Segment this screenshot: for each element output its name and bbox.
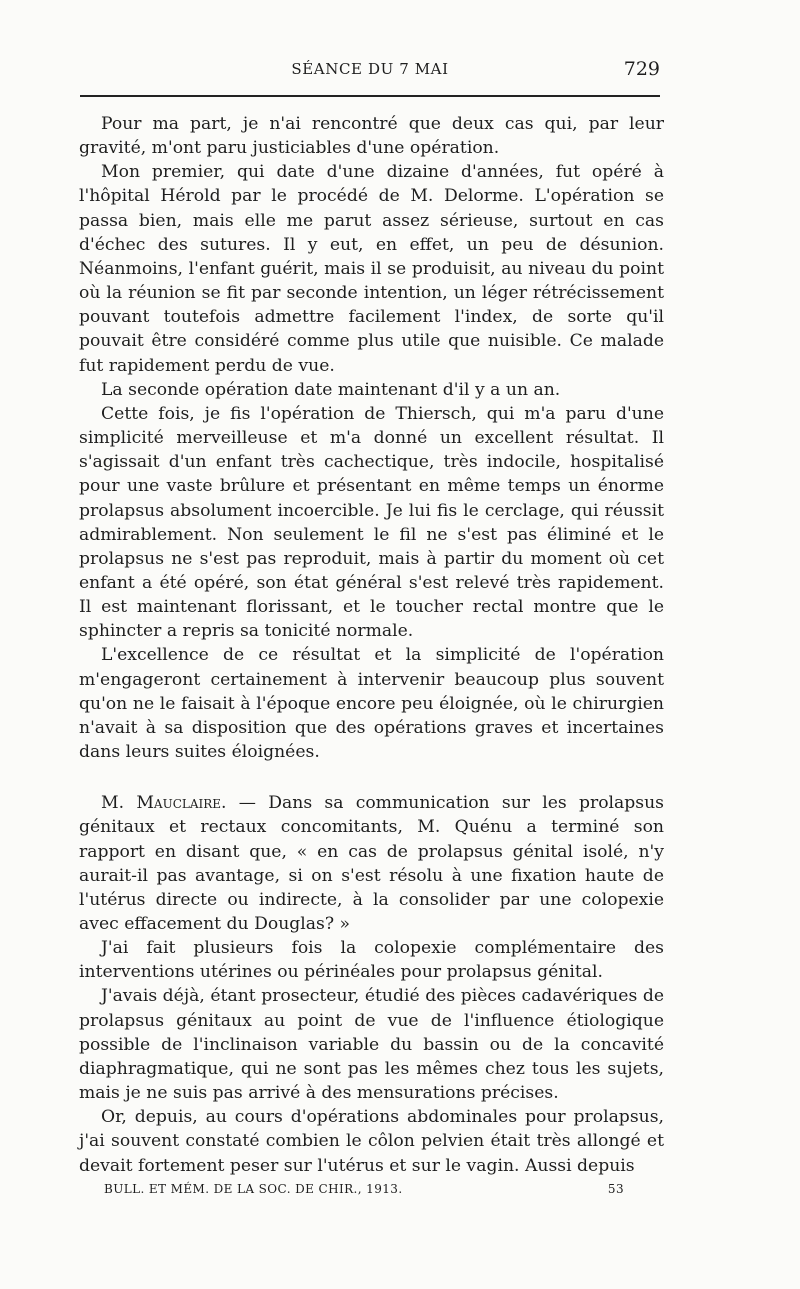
paragraph-text: Cette fois, je fis l'opération de Thiersch, qui m'a paru d'une simplicité merveilleuse et m'a donné un excellent résultat. Il s'agissait d'un enfant très cachectique, très indocile, hospitalisé pour une vaste brûlure et présentant en même temps un énorme prolapsus absolument incoercible. Je lui fis le cerclage, qui réussit admirablement. Non seulement le fil ne s'est pas éliminé et le prolapsus ne s'est pas reproduit, mais à partir du moment où cet enfant a été opéré, son état général s'est relevé très rapidement. Il est maintenant florissant, et le toucher rectal montre que le sphincter a repris sa tonicité normale. [79,403,664,642]
paragraph-text: L'excellence de ce résultat et la simplicité de l'opération m'engageront certainement à intervenir beaucoup plus souvent qu'on ne le faisait à l'époque encore peu éloignée, où le chirurgien n'avait à sa disposition que des opérations graves et incertaines dans leurs suites éloignées. [79,645,664,763]
footer-signature-mark: 53 [607,1182,624,1196]
running-head [80,60,660,84]
paragraph [79,160,664,377]
page-number: 729 [623,58,660,80]
paragraph [79,402,664,644]
paragraph-text: Pour ma part, je n'ai rencontré que deux cas qui, par leur gravité, m'ont paru justiciables d'une opération. [79,114,664,159]
paragraph-text: — Dans sa communication sur les prolapsus génitaux et rectaux concomitants, M. Quénu a terminé son rapport en disant que, « en cas de prolapsus génital isolé, n'y aurait-il pas avantage, si on s'est résolu à une fixation haute de l'utérus directe ou indirecte, à la consolider par une colopexie avec effacement du Douglas? » [79,793,664,934]
paragraph [79,112,664,160]
paragraph-text: La seconde opération date maintenant d'il y a un an. [101,379,561,400]
paragraph [79,984,664,1105]
paragraph [79,1105,664,1177]
footer-citation: BULL. ET MÉM. DE LA SOC. DE CHIR., 1913. [104,1182,403,1196]
running-title: SÉANCE DU 7 MAI [291,60,449,78]
paragraph-text: J'avais déjà, étant prosecteur, étudié des pièces cadavériques de prolapsus génitaux au point de vue de l'influence étiologique possible de l'inclinaison variable du bassin ou de la concavité diaphragmatique, qui ne sont pas les mêmes chez tous les sujets, mais je ne suis pas arrivé à des mensurations précises. [79,986,664,1104]
paragraph-text: Mon premier, qui date d'une dizaine d'années, fut opéré à l'hôpital Hérold par le procédé de M. Delorme. L'opération se passa bien, mais elle me parut assez sérieuse, surtout en cas d'échec des sutures. Il y eut, en effet, un peu de désunion. Néanmoins, l'enfant guérit, mais il se produisit, au niveau du point où la réunion se fit par seconde intention, un léger rétrécissement pouvant toutefois admettre facilement l'index, de sorte qu'il pouvait être considéré comme plus utile que nuisible. Ce malade fut rapidement perdu de vue. [79,162,664,376]
paragraph [79,378,664,402]
paragraph-text: J'ai fait plusieurs fois la colopexie complémentaire des interventions utérines ou périnéales pour prolapsus génital. [79,938,664,983]
paragraph [79,936,664,984]
paragraph-text: Or, depuis, au cours d'opérations abdominales pour prolapsus, j'ai souvent constaté combien le côlon pelvien était très allongé et devait fortement peser sur l'utérus et sur le vagin. Aussi depuis [79,1107,664,1176]
body-text [79,112,664,1178]
header-rule [80,95,660,97]
paragraph [79,643,664,764]
paragraph [79,791,664,936]
speaker-name: M. Mauclaire. [101,793,227,814]
